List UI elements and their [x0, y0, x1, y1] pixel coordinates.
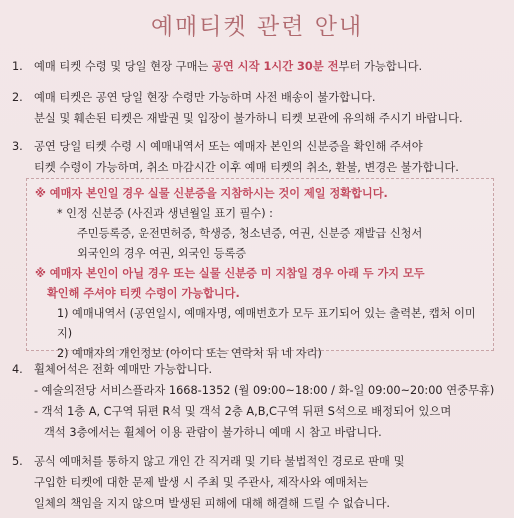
item-number: 5.: [12, 455, 23, 468]
warning-line: 확인해 주셔야 티켓 수령이 가능합니다.: [47, 287, 240, 300]
item-line: 분실 및 훼손된 티켓은 재발권 및 입장이 불가하니 티켓 보관에 유의해 주시기 바랍니다.: [34, 112, 463, 125]
item-line: - 예술의전당 서비스플라자 1668-1352 (월 09:00~18:00 / 화-일 09:00~20:00 연중무휴): [34, 384, 495, 397]
item-line: 일체의 책임을 지지 않으며 발생된 피해에 대해 해결해 드릴 수 없습니다.: [34, 497, 390, 510]
id-list-line: 외국인의 경우 여권, 외국인 등록증: [77, 247, 247, 260]
warning-line: ※ 예매자 본인일 경우 실물 신분증을 지참하시는 것이 제일 정확합니다.: [35, 187, 388, 200]
highlight-time: 공연 시작 1시간 30분 전: [211, 60, 339, 73]
item-line: 티켓 수령이 가능하며, 취소 마감시간 이후 예매 티켓의 취소, 환불, 변경은 불가합니다.: [34, 161, 459, 174]
item-number: 3.: [12, 140, 23, 153]
item-line: 객석 3층에서는 휠체어 이용 관람이 불가하니 예매 시 참고 바랍니다.: [44, 426, 382, 439]
id-heading: * 인정 신분증 (사진과 생년월일 표기 필수) :: [57, 207, 273, 220]
notice-item-1: [12, 56, 508, 77]
item-number: 4.: [12, 363, 23, 376]
item-line: - 객석 1층 A, C구역 뒤편 R석 및 객석 2층 A,B,C구역 뒤편 S석으로 배정되어 있으며: [34, 405, 452, 418]
id-list-line: 주민등록증, 운전면허증, 학생증, 청소년증, 여권, 신분증 재발급 신청서: [77, 227, 423, 240]
requirement-item: 1) 예매내역서 (공연일시, 예매자명, 예매번호가 모두 표기되어 있는 출력본, 캡처 이미지): [57, 307, 476, 340]
notice-item-5: [12, 451, 508, 514]
notice-item-4: [12, 359, 508, 443]
item-text-end: 부터 가능합니다.: [338, 60, 423, 73]
requirement-item: 2) 예매자의 개인정보 (아이디 또는 연락처 뒤 네 자리): [57, 347, 322, 360]
item-line: 예매 티켓은 공연 당일 현장 수령만 가능하며 사전 배송이 불가합니다.: [34, 91, 376, 104]
notice-item-3: [12, 136, 508, 178]
item-line: 휠체어석은 전화 예매만 가능합니다.: [34, 363, 213, 376]
item-text: 예매 티켓 수령 및 당일 현장 구매는: [34, 60, 212, 73]
page-title: 예매티켓 관련 안내: [150, 14, 364, 40]
item-line: 구입한 티켓에 대한 문제 발생 시 주최 및 주관사, 제작사와 예매처는: [34, 476, 369, 489]
id-notice-box: [26, 178, 494, 360]
item-line: 공연 당일 티켓 수령 시 예매내역서 또는 예매자 본인의 신분증을 확인해 주셔야: [34, 140, 423, 153]
item-line: 공식 예매처를 통하지 않고 개인 간 직거래 및 기타 불법적인 경로로 판매 및: [34, 455, 405, 468]
notice-item-2: [12, 87, 508, 129]
item-number: 2.: [12, 91, 23, 104]
item-number: 1.: [12, 60, 23, 73]
warning-line: ※ 예매자 본인이 아닐 경우 또는 실물 신분증 미 지참일 경우 아래 두 가지 모두: [35, 267, 425, 280]
